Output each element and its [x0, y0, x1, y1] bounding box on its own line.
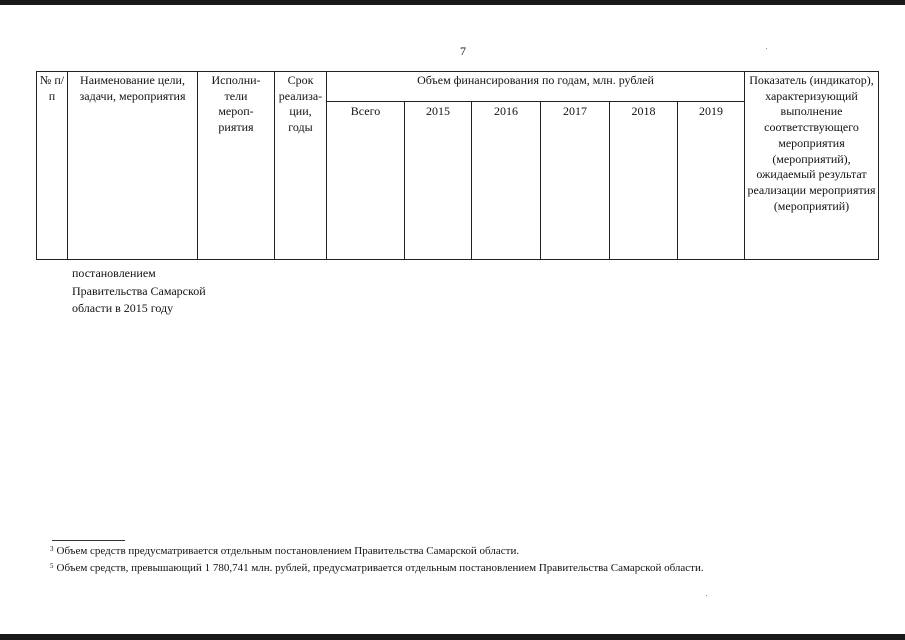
header-indicator: Показатель (индикатор), характеризующий выполнение соответствующего мероприятия (мероприятий), ожидаемый результат реализации мероприятия (мероприятий)	[745, 72, 879, 260]
header-name: Наименование цели, задачи, мероприятия	[68, 72, 198, 260]
header-term: Срок реализа- ции, годы	[275, 72, 327, 260]
top-border	[0, 0, 905, 5]
footnote-text: Объем средств, превышающий 1 780,741 млн. рублей, предусматривается отдельным постановлением Правительства Самарской области.	[56, 562, 704, 574]
scan-speck	[766, 48, 767, 49]
scan-speck	[706, 595, 707, 596]
header-executors: Исполни- тели мероп- риятия	[198, 72, 275, 260]
header-year-2018: 2018	[610, 102, 678, 260]
continuation-text: постановлением Правительства Самарской области в 2015 году	[72, 266, 206, 315]
header-year-2015: 2015	[405, 102, 472, 260]
header-total: Всего	[327, 102, 405, 260]
financing-table	[36, 71, 879, 260]
header-year-2017: 2017	[541, 102, 610, 260]
footnote	[50, 562, 704, 575]
header-number: № п/п	[37, 72, 68, 260]
bottom-border	[0, 634, 905, 640]
header-year-2019: 2019	[678, 102, 745, 260]
header-year-2016: 2016	[472, 102, 541, 260]
footnote-mark: 5	[50, 562, 54, 570]
page-number: 7	[460, 44, 466, 58]
footnote-mark: 3	[50, 545, 54, 553]
footnote	[50, 545, 519, 558]
footnote-separator	[52, 540, 125, 541]
header-financing: Объем финансирования по годам, млн. рублей	[327, 72, 745, 102]
footnote-text: Объем средств предусматривается отдельным постановлением Правительства Самарской области.	[56, 545, 520, 557]
